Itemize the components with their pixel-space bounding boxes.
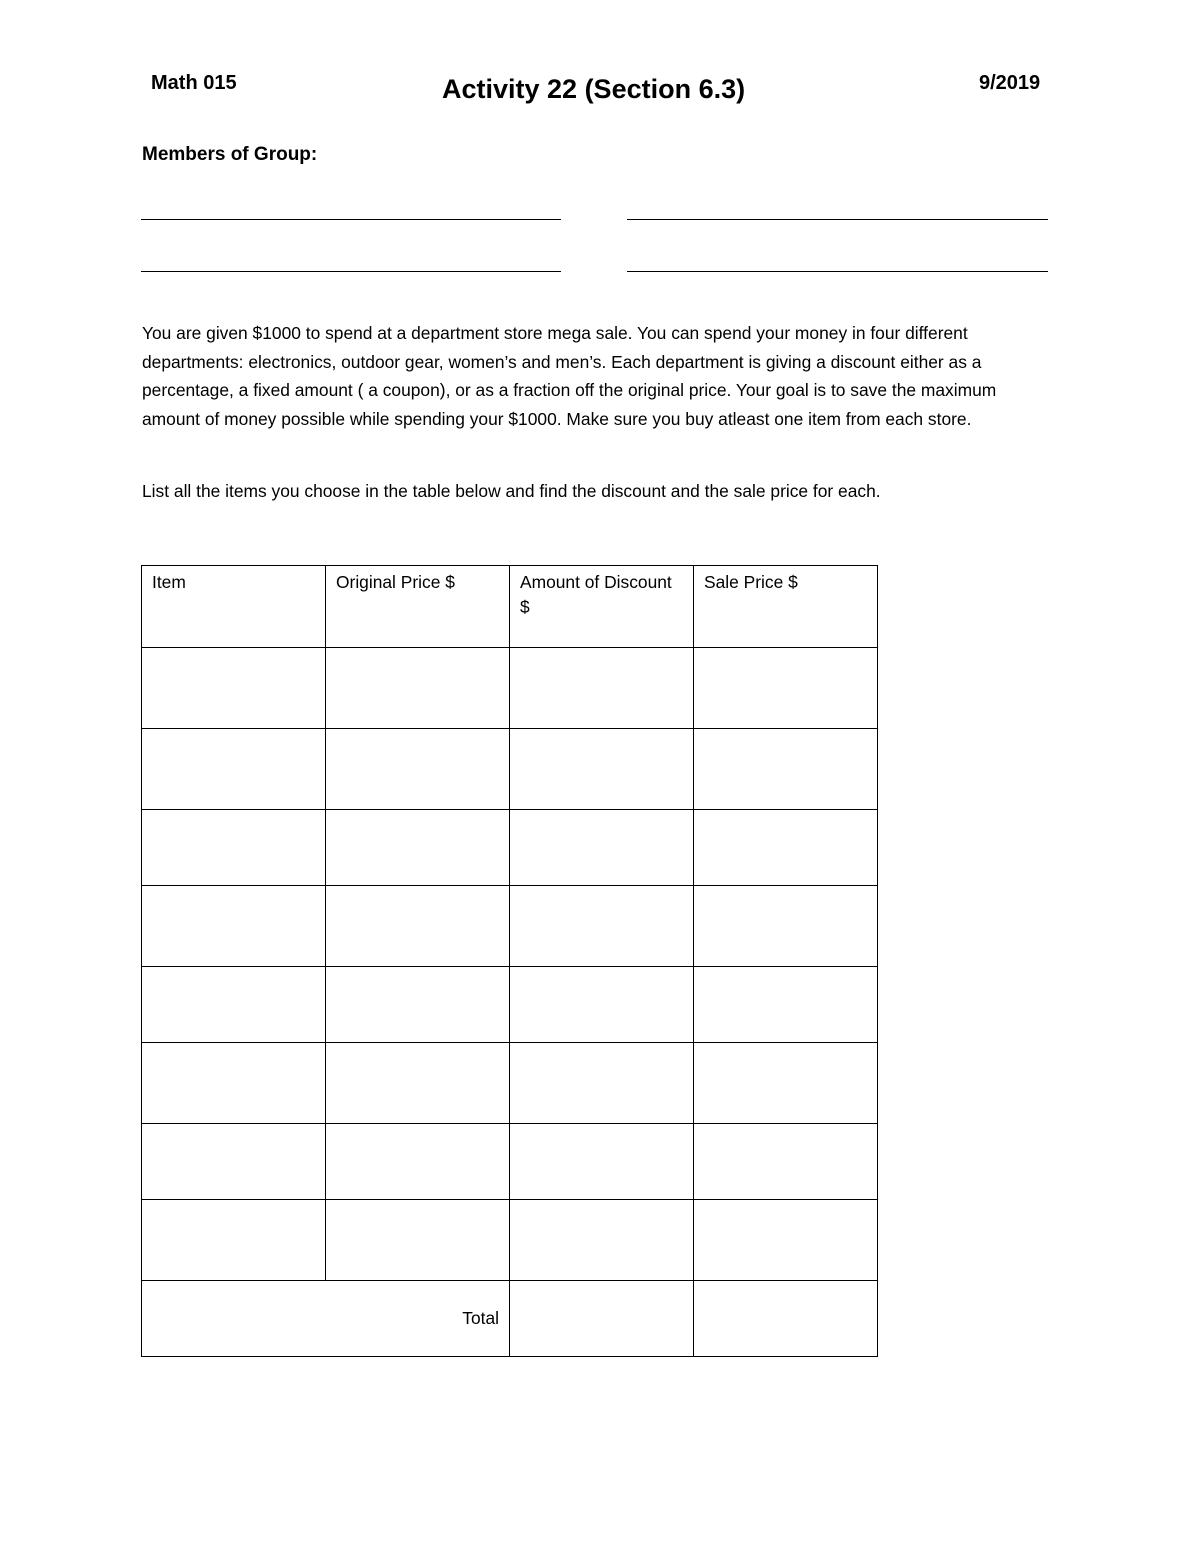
original-price-cell[interactable]: [326, 886, 510, 967]
members-label: Members of Group:: [142, 144, 318, 165]
original-price-cell[interactable]: [326, 967, 510, 1043]
sale-price-cell[interactable]: [694, 1124, 878, 1200]
discount-cell[interactable]: [510, 1200, 694, 1281]
sale-price-cell[interactable]: [694, 648, 878, 729]
purchase-table: [141, 565, 878, 1357]
member-line-3[interactable]: [141, 271, 561, 272]
discount-cell[interactable]: [510, 886, 694, 967]
table-row: [142, 810, 878, 886]
instructions-paragraph: You are given $1000 to spend at a department store mega sale. You can spend your money in four different departments: electronics, outdoor gear, women’s and men’s. Each department is giving a discount either as a percentage, a fixed amount ( a coupon), or as a fraction off the original price. Your goal is to save the maximum amount of money possible while spending your $1000. Make sure you buy atleast one item from each store.: [142, 323, 997, 429]
discount-cell[interactable]: [510, 648, 694, 729]
table-row: [142, 1043, 878, 1124]
discount-cell[interactable]: [510, 1043, 694, 1124]
item-cell[interactable]: [142, 810, 326, 886]
member-line-2[interactable]: [627, 219, 1048, 220]
total-discount-cell[interactable]: [510, 1281, 694, 1357]
total-sale-price-cell[interactable]: [694, 1281, 878, 1357]
table-row: [142, 1200, 878, 1281]
header-sale-price: Sale Price $: [694, 566, 878, 648]
table-row: [142, 886, 878, 967]
sale-price-cell[interactable]: [694, 810, 878, 886]
table-row: [142, 648, 878, 729]
item-cell[interactable]: [142, 1124, 326, 1200]
header-amount-of-discount: Amount of Discount $: [510, 566, 694, 648]
header-item: Item: [142, 566, 326, 648]
original-price-cell[interactable]: [326, 1043, 510, 1124]
table-row: [142, 1124, 878, 1200]
table-row: [142, 967, 878, 1043]
original-price-cell[interactable]: [326, 810, 510, 886]
item-cell[interactable]: [142, 967, 326, 1043]
item-cell[interactable]: [142, 1200, 326, 1281]
item-cell[interactable]: [142, 729, 326, 810]
discount-cell[interactable]: [510, 1124, 694, 1200]
discount-cell[interactable]: [510, 810, 694, 886]
original-price-cell[interactable]: [326, 648, 510, 729]
item-cell[interactable]: [142, 886, 326, 967]
table-row: [142, 729, 878, 810]
member-line-4[interactable]: [627, 271, 1048, 272]
table-header-row: [142, 566, 878, 648]
table-instructions: List all the items you choose in the table below and find the discount and the sale price for each.: [142, 481, 881, 501]
page-title: Activity 22 (Section 6.3): [442, 74, 746, 104]
sale-price-cell[interactable]: [694, 1043, 878, 1124]
discount-cell[interactable]: [510, 729, 694, 810]
item-cell[interactable]: [142, 1043, 326, 1124]
sale-price-cell[interactable]: [694, 886, 878, 967]
course-name: Math 015: [151, 72, 237, 94]
sale-price-cell[interactable]: [694, 1200, 878, 1281]
total-row: [142, 1281, 878, 1357]
sale-price-cell[interactable]: [694, 967, 878, 1043]
item-cell[interactable]: [142, 648, 326, 729]
header-original-price: Original Price $: [326, 566, 510, 648]
member-line-1[interactable]: [141, 219, 561, 220]
sale-price-cell[interactable]: [694, 729, 878, 810]
discount-cell[interactable]: [510, 967, 694, 1043]
date-label: 9/2019: [979, 72, 1041, 94]
total-label: Total: [142, 1281, 510, 1357]
original-price-cell[interactable]: [326, 1124, 510, 1200]
original-price-cell[interactable]: [326, 729, 510, 810]
original-price-cell[interactable]: [326, 1200, 510, 1281]
